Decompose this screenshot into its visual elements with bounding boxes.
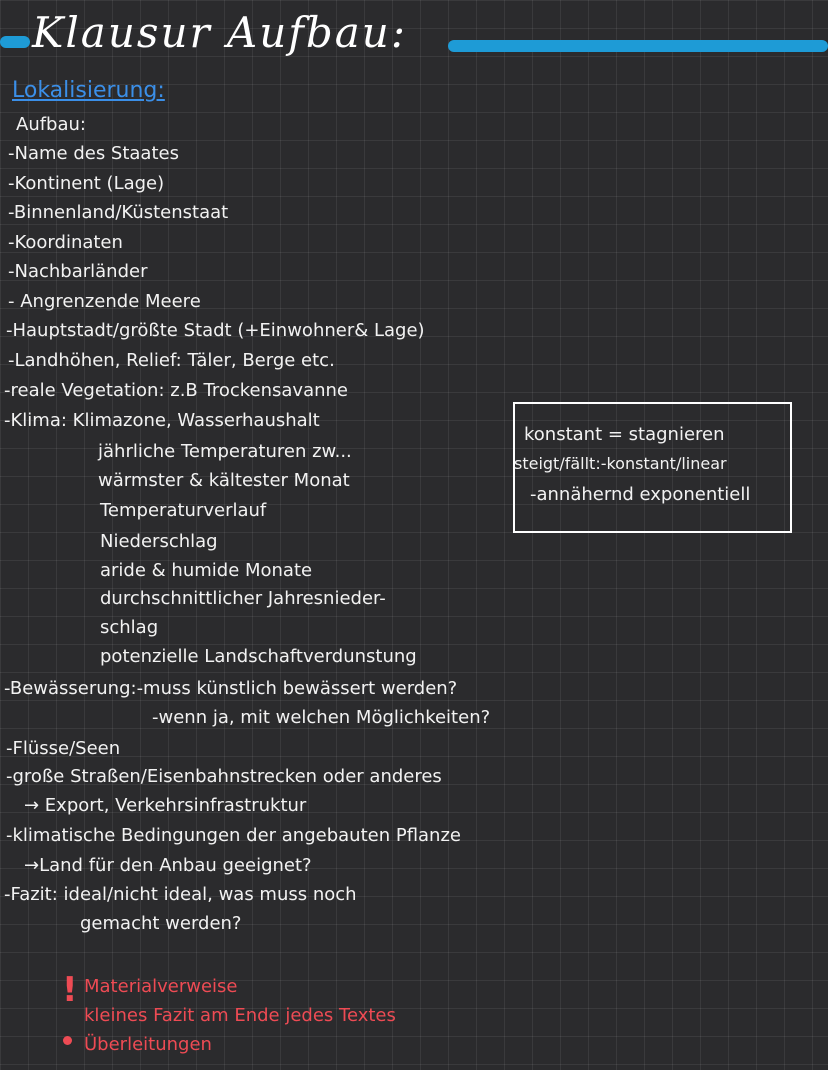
exclamation-icon: ! <box>62 970 78 1010</box>
note-line: -große Straßen/Eisenbahnstrecken oder anderes <box>6 766 442 787</box>
bullet-dot-icon <box>63 1036 72 1045</box>
note-item-red: kleines Fazit am Ende jedes Textes <box>84 1005 396 1026</box>
note-item-red: Überleitungen <box>84 1034 212 1055</box>
note-line: -Kontinent (Lage) <box>8 173 165 194</box>
note-line: durchschnittlicher Jahresnieder- <box>100 588 386 609</box>
note-line: -Nachbarländer <box>8 261 148 282</box>
note-line: -Landhöhen, Relief: Täler, Berge etc. <box>8 350 335 371</box>
note-line: - Angrenzende Meere <box>8 291 201 312</box>
note-line: jährliche Temperaturen zw... <box>98 441 352 462</box>
note-line: -Binnenland/Küstenstaat <box>8 202 229 223</box>
page-title: Klausur Aufbau: <box>32 8 407 57</box>
note-line: schlag <box>100 617 159 638</box>
note-line: aride & humide Monate <box>100 560 313 581</box>
note-line: -Bewässerung:-muss künstlich bewässert werden? <box>4 678 458 699</box>
note-line: → Export, Verkehrsinfrastruktur <box>24 795 307 816</box>
box-line: steigt/fällt:-konstant/linear <box>514 454 727 473</box>
box-line: konstant = stagnieren <box>524 424 725 445</box>
note-line: -Klima: Klimazone, Wasserhaushalt <box>4 410 320 431</box>
note-line: Niederschlag <box>100 531 218 552</box>
title-accent-bar-left <box>0 36 30 48</box>
note-line: gemacht werden? <box>80 913 242 934</box>
note-line: -Name des Staates <box>8 143 179 164</box>
note-line: -Flüsse/Seen <box>6 738 121 759</box>
note-line: -reale Vegetation: z.B Trockensavanne <box>4 380 348 401</box>
section-heading: Lokalisierung: <box>12 78 165 103</box>
note-line: -Fazit: ideal/nicht ideal, was muss noch <box>4 884 357 905</box>
note-line: -klimatische Bedingungen der angebauten Pflanze <box>6 825 461 846</box>
note-item-red: Materialverweise <box>84 976 238 997</box>
title-accent-bar-right <box>448 40 828 52</box>
note-line: potenzielle Landschaftverdunstung <box>100 646 417 667</box>
note-line: Aufbau: <box>16 114 86 135</box>
note-line: -Hauptstadt/größte Stadt (+Einwohner& Lage) <box>6 320 425 341</box>
note-line: -wenn ja, mit welchen Möglichkeiten? <box>152 707 491 728</box>
note-line: -Koordinaten <box>8 232 123 253</box>
note-line: →Land für den Anbau geeignet? <box>24 855 312 876</box>
box-line: -annähernd exponentiell <box>530 484 751 505</box>
note-line: Temperaturverlauf <box>100 500 267 521</box>
note-line: wärmster & kältester Monat <box>98 470 350 491</box>
